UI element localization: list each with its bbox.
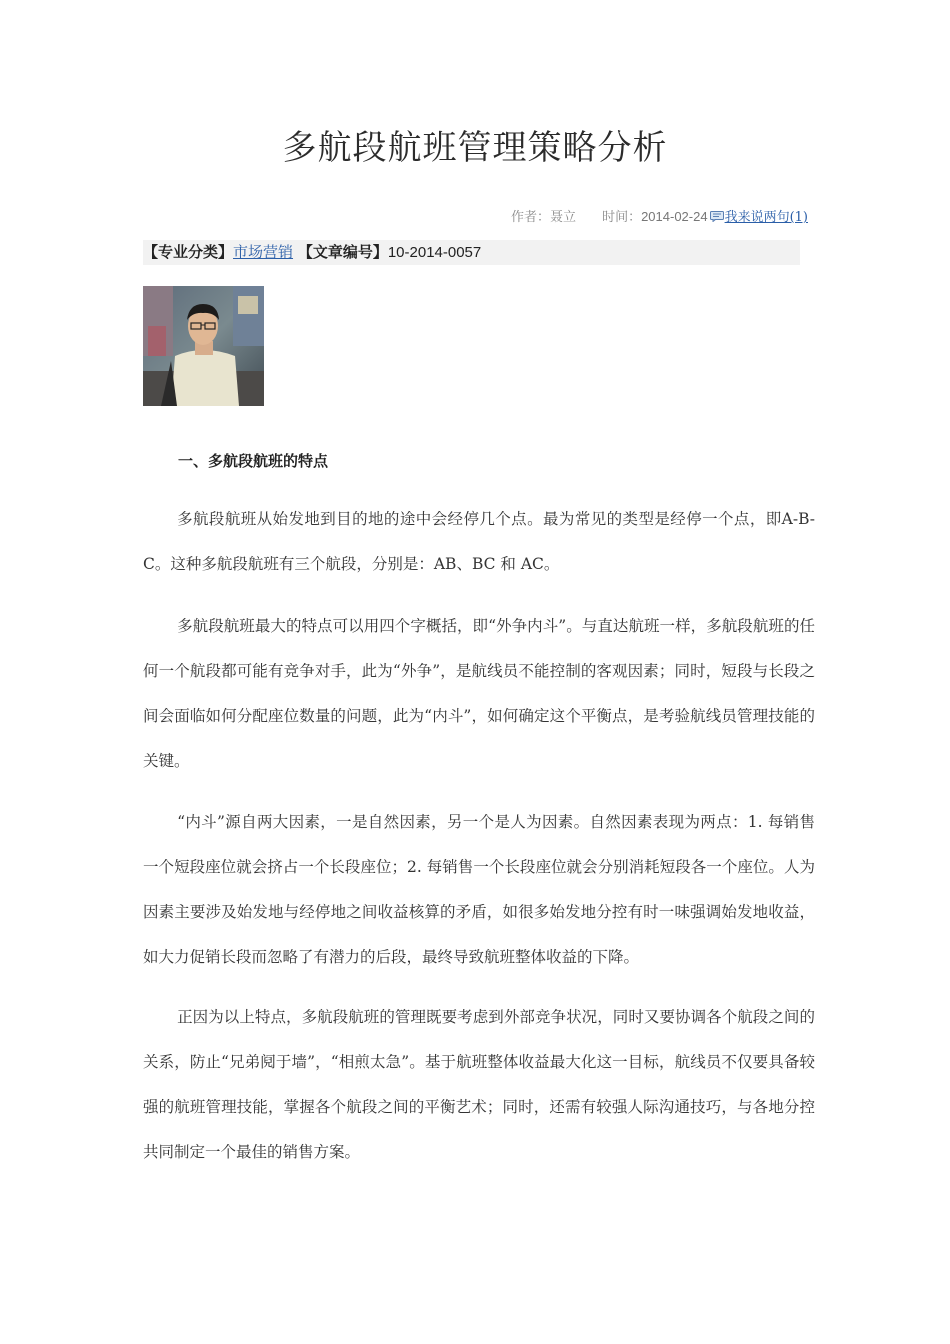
author-label: 作者：聂立 [511,210,577,225]
category-link[interactable]: 市场营销 [233,243,294,261]
author-photo [143,286,264,406]
paragraph: 多航段航班最大的特点可以用四个字概括，即“外争内斗”。与直达航班一样，多航段航班的任何一个航段都可能有竞争对手，此为“外争”，是航线员不能控制的客观因素；同时，短段与长段之间会面临如何分配座位数量的问题，此为“内斗”，如何确定这个平衡点，是考验航线员管理技能的关键。 [143,617,815,770]
category-label: 【专业分类】 [143,243,234,261]
publish-date: 2014-02-24 [641,209,708,224]
time-label: 时间： [602,210,642,225]
article-number-label: 【文章编号】 [297,243,388,261]
paragraph: 多航段航班从始发地到目的地的途中会经停几个点。最为常见的类型是经停一个点，即A-B-C。这种多航段航班有三个航段，分别是：AB、BC 和 AC。 [143,510,815,573]
article-title: 多航段航班管理策略分析 [282,128,668,168]
section-heading: 一、多航段航班的特点 [178,452,329,470]
paragraph: 正因为以上特点，多航段航班的管理既要考虑到外部竞争状况，同时又要协调各个航段之间的关系，防止“兄弟阋于墙”，“相煎太急”。基于航班整体收益最大化这一目标，航线员不仅要具备较强的航班管理技能，掌握各个航段之间的平衡艺术；同时，还需有较强人际沟通技巧，与各地分控共同制定一个最佳的销售方案。 [143,1008,815,1161]
article-meta [511,206,808,225]
article-number: 10-2014-0057 [387,244,482,261]
paragraph: “内斗”源自两大因素，一是自然因素，另一个是人为因素。自然因素表现为两点：1. 每销售一个短段座位就会挤占一个长段座位；2. 每销售一个长段座位就会分别消耗短段各一个座位。人为因素主要涉及始发地与经停地之间收益核算的矛盾，如很多始发地分控有时一味强调始发地收益，如大力促销长段而忽略了有潜力的后段，最终导致航班整体收益的下降。 [143,813,815,966]
comment-icon[interactable] [710,211,725,222]
category-bar [143,240,800,265]
comment-link[interactable]: 我来说两句(1) [724,210,808,225]
